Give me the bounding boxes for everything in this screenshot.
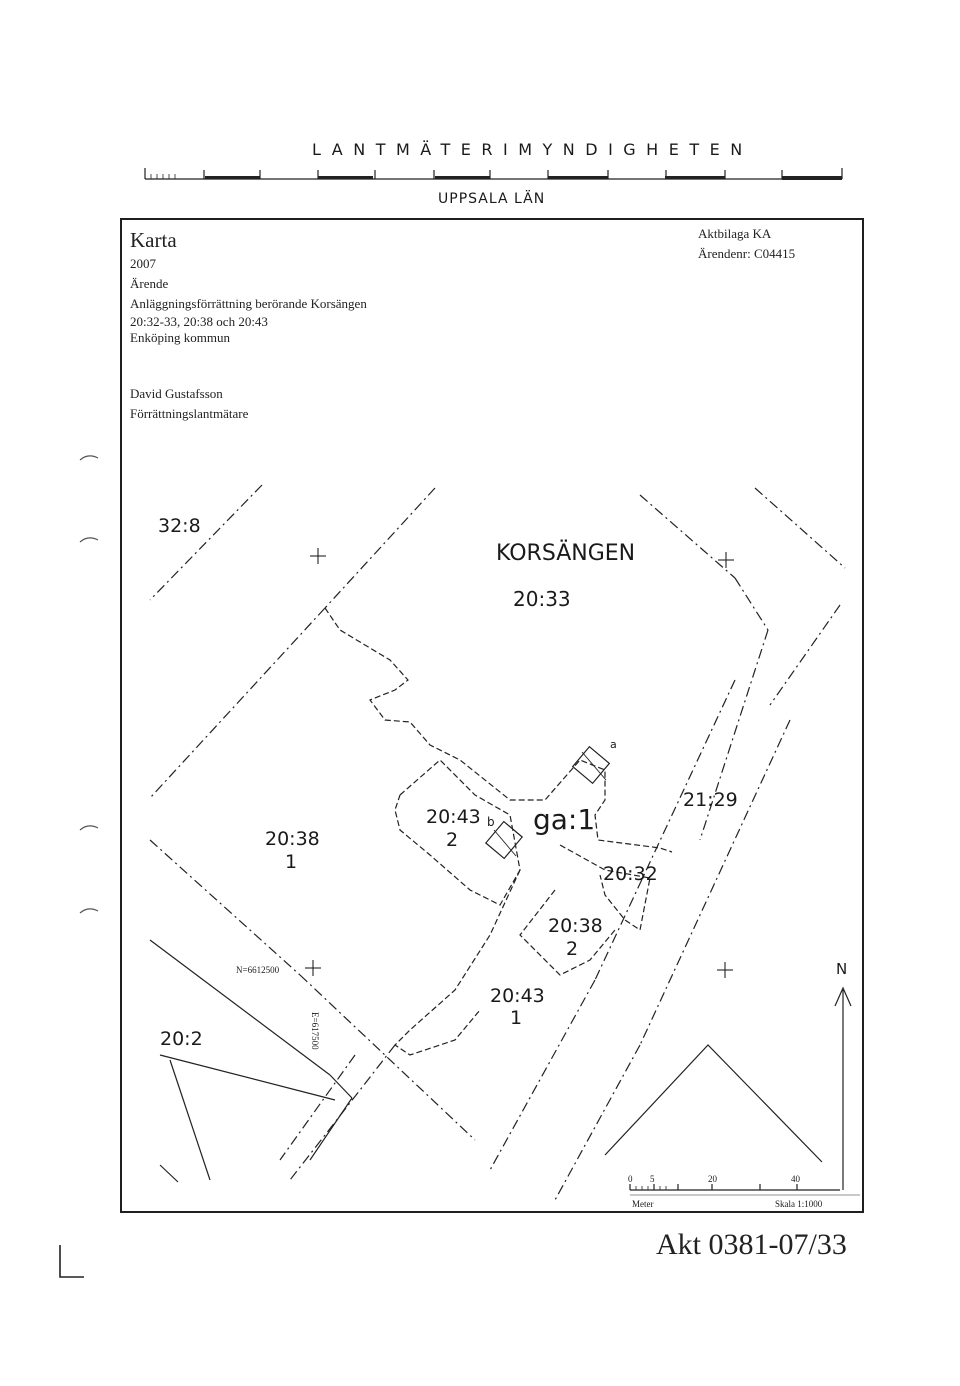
area-name-label: KORSÄNGEN — [496, 541, 636, 566]
scale-unit: Meter — [632, 1199, 654, 1209]
arende-label: Ärende — [130, 276, 169, 291]
mark-b-label: b — [487, 815, 495, 829]
label-20-43-1: 20:43 — [490, 985, 545, 1007]
property-boundaries — [150, 485, 848, 1200]
label-20-43-1-num: 1 — [510, 1007, 523, 1029]
label-20-38-2: 20:38 — [548, 915, 603, 937]
header-ruler — [145, 168, 842, 180]
label-20-38-2-num: 2 — [566, 938, 579, 960]
akt-number: Akt 0381-07/33 — [656, 1228, 847, 1261]
scale-tick-5: 5 — [650, 1174, 655, 1184]
description-line-2: 20:32-33, 20:38 och 20:43 — [130, 314, 268, 329]
map-title: Karta — [130, 228, 177, 252]
label-20-43-2-num: 2 — [446, 829, 459, 851]
surveyor-role: Förrättningslantmätare — [130, 406, 249, 421]
scale-tick-20: 20 — [708, 1174, 717, 1184]
label-20-32: 20:32 — [603, 863, 658, 885]
surveyor-name: David Gustafsson — [130, 386, 223, 401]
label-20-2: 20:2 — [160, 1028, 203, 1050]
label-21-29: 21:29 — [683, 789, 738, 811]
scale-ratio: Skala 1:1000 — [775, 1199, 823, 1209]
agency-name: LANTMÄTERIMYNDIGHETEN — [312, 140, 753, 159]
coordinate-crosses — [305, 548, 734, 978]
scale-tick-40: 40 — [791, 1174, 800, 1184]
north-arrow — [835, 988, 851, 1190]
scale-bar — [630, 1184, 860, 1195]
description-line-1: Anläggningsförrättning berörande Korsängen — [130, 296, 367, 311]
appendix-label: Aktbilaga KA — [698, 226, 772, 241]
county-name: UPPSALA LÄN — [438, 191, 546, 207]
label-20-38-1-num: 1 — [285, 851, 298, 873]
description-line-3: Enköping kommun — [130, 330, 231, 345]
north-label: N — [836, 960, 848, 978]
road-edges — [150, 940, 822, 1182]
coordinate-north: N=6612500 — [236, 965, 280, 975]
label-32-8: 32:8 — [158, 515, 201, 537]
scale-tick-0: 0 — [628, 1174, 633, 1184]
label-20-33: 20:33 — [513, 587, 571, 611]
page-margin-marks — [60, 456, 98, 1277]
label-20-38-1: 20:38 — [265, 828, 320, 850]
case-number: Ärendenr: C04415 — [698, 246, 796, 261]
label-ga-1: ga:1 — [533, 803, 596, 836]
mark-a-label: a — [610, 738, 617, 751]
label-20-43-2: 20:43 — [426, 806, 481, 828]
coordinate-east: E=617500 — [310, 1012, 320, 1050]
map-year: 2007 — [130, 256, 156, 271]
